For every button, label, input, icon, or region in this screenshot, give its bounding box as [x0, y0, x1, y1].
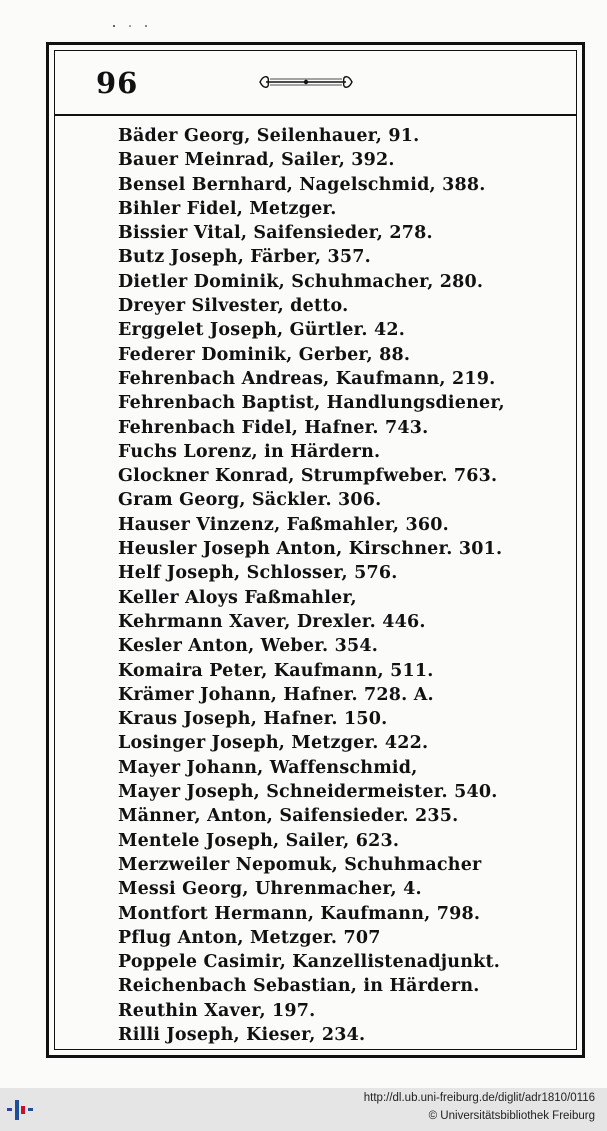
directory-entry: Fehrenbach Andreas, Kaufmann, 219.: [118, 368, 496, 389]
ornament-icon: [256, 70, 356, 94]
directory-entry: Hauser Vinzenz, Faßmahler, 360.: [118, 514, 449, 535]
directory-entry: Rilli Joseph, Kieser, 234.: [118, 1024, 366, 1045]
directory-entry: Reichenbach Sebastian, in Härdern.: [118, 976, 480, 997]
directory-entry: Butz Joseph, Färber, 357.: [118, 247, 371, 268]
directory-entry: Kesler Anton, Weber. 354.: [118, 636, 379, 657]
directory-entry: Merzweiler Nepomuk, Schuhmacher: [118, 854, 482, 875]
header-rule: [55, 114, 576, 116]
directory-entry: Heusler Joseph Anton, Kirschner. 301.: [118, 539, 503, 560]
directory-entry: Mayer Johann, Waffenschmid,: [118, 757, 418, 778]
directory-entry: Erggelet Joseph, Gürtler. 42.: [118, 320, 406, 341]
viewer-footer: [0, 1088, 607, 1131]
directory-entry: Kraus Joseph, Hafner. 150.: [118, 709, 388, 730]
directory-entry: Bihler Fidel, Metzger.: [118, 198, 337, 219]
directory-entry: Reuthin Xaver, 197.: [118, 1000, 316, 1021]
directory-entry: Krämer Johann, Hafner. 728. A.: [118, 684, 434, 705]
directory-entry: Fehrenbach Baptist, Handlungsdiener,: [118, 393, 505, 414]
directory-entry: Männer, Anton, Saifensieder. 235.: [118, 806, 459, 827]
directory-entry: Montfort Hermann, Kaufmann, 798.: [118, 903, 481, 924]
permalink-url[interactable]: http://dl.ub.uni-freiburg.de/diglit/adr1810/0116: [363, 1092, 595, 1104]
directory-entry-list: [118, 124, 568, 1047]
directory-entry: Gram Georg, Säckler. 306.: [118, 490, 382, 511]
directory-entry: Federer Dominik, Gerber, 88.: [118, 344, 411, 365]
directory-entry: Komaira Peter, Kaufmann, 511.: [118, 660, 434, 681]
directory-entry: Dietler Dominik, Schuhmacher, 280.: [118, 271, 484, 292]
scan-specks: [110, 14, 170, 20]
directory-entry: Mentele Joseph, Sailer, 623.: [118, 830, 400, 851]
directory-entry: Bauer Meinrad, Sailer, 392.: [118, 150, 395, 171]
directory-entry: Poppele Casimir, Kanzellistenadjunkt.: [118, 952, 501, 973]
directory-entry: Pflug Anton, Metzger. 707: [118, 927, 381, 948]
page-number: 96: [96, 66, 139, 100]
directory-entry: Bissier Vital, Saifensieder, 278.: [118, 223, 433, 244]
directory-entry: Dreyer Silvester, detto.: [118, 296, 349, 317]
copyright-credit: © Universitätsbibliothek Freiburg: [428, 1110, 595, 1122]
ub-freiburg-logo-icon[interactable]: [7, 1096, 37, 1124]
directory-entry: Fuchs Lorenz, in Härdern.: [118, 441, 381, 462]
directory-entry: Mayer Joseph, Schneidermeister. 540.: [118, 782, 498, 803]
directory-entry: Glockner Konrad, Strumpfweber. 763.: [118, 466, 498, 487]
directory-entry: Kehrmann Xaver, Drexler. 446.: [118, 611, 426, 632]
directory-entry: Fehrenbach Fidel, Hafner. 743.: [118, 417, 429, 438]
directory-entry: Losinger Joseph, Metzger. 422.: [118, 733, 429, 754]
directory-entry: Bäder Georg, Seilenhauer, 91.: [118, 126, 420, 146]
directory-entry: Helf Joseph, Schlosser, 576.: [118, 563, 398, 584]
directory-entry: Messi Georg, Uhrenmacher, 4.: [118, 879, 422, 900]
directory-entry: Keller Aloys Faßmahler,: [118, 587, 357, 608]
directory-entry: Bensel Bernhard, Nagelschmid, 388.: [118, 174, 486, 195]
